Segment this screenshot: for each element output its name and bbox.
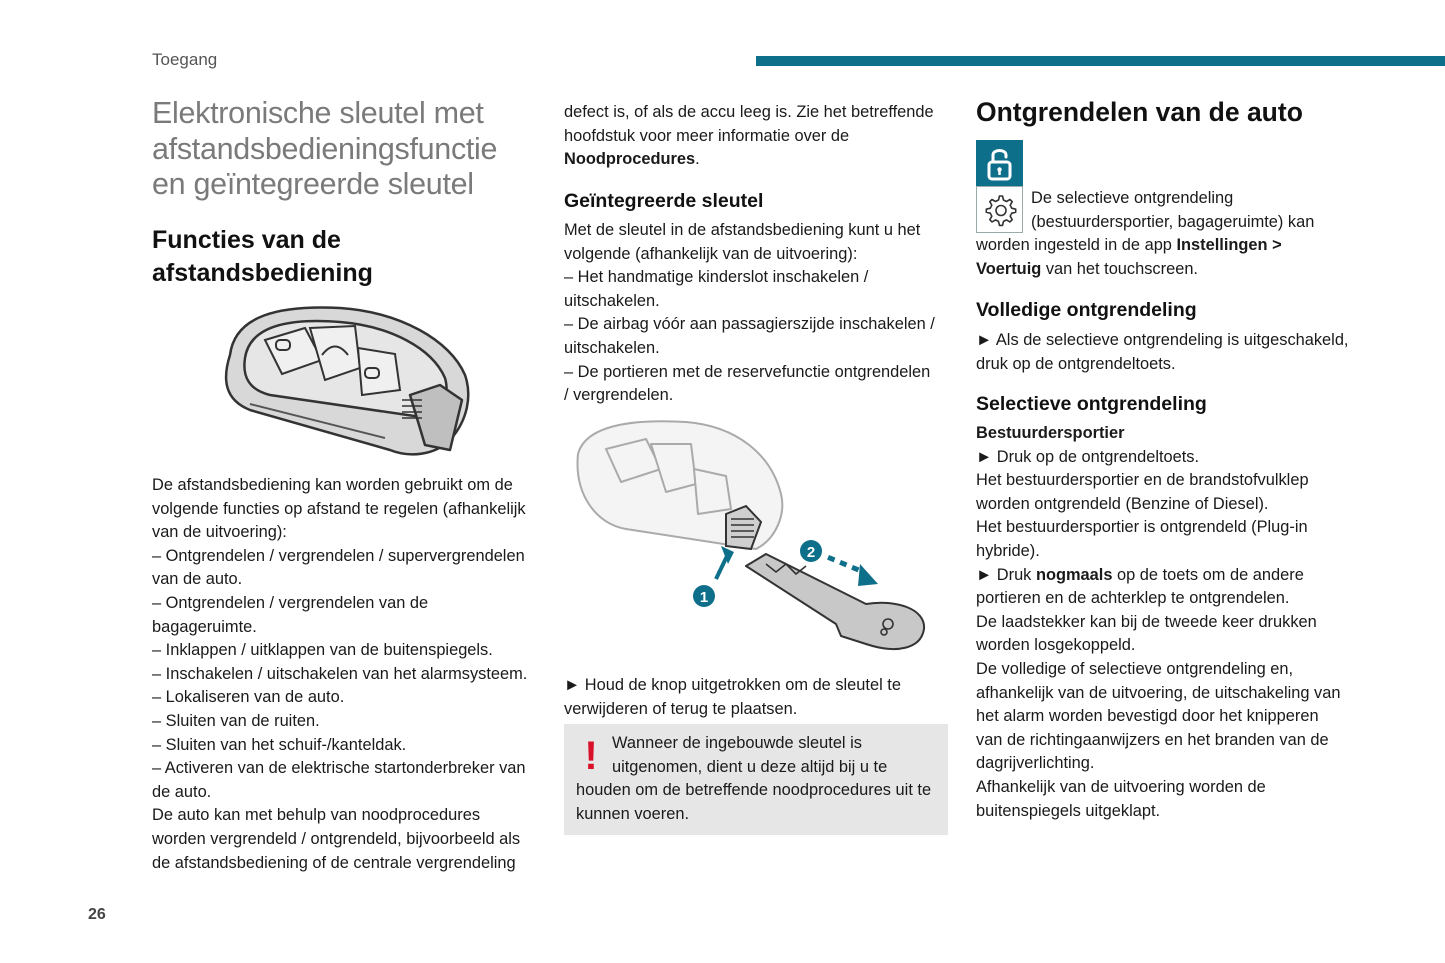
functions-line: – Ontgrendelen / vergrendelen van de [152,593,429,612]
removal-step [564,674,954,721]
selective-line [976,564,1376,588]
selective-line: De volledige of selectieve ontgrendeling en, [976,659,1294,678]
intro-line: hoofdstuk voor meer informatie over de [564,126,850,145]
functions-line: – Inklappen / uitklappen van de buitenspiegels. [152,641,493,660]
warning-box [564,724,948,835]
functions-line: – Activeren van de elektrische startonderbreker van [152,759,526,778]
selective-line: dagrijverlichting. [976,754,1095,773]
warning-text [576,732,938,826]
gear-icon [976,186,1023,233]
full-unlocking-body [976,329,1376,376]
functions-line: van de auto. [152,570,243,589]
title-line-1: Elektronische sleutel met [152,96,484,130]
functions-line: – Ontgrendelen / vergrendelen / supervergrendelen [152,546,525,565]
settings-vehicle-path: Voertuig [976,259,1042,278]
selective-line: het alarm worden bevestigd door het knipperen [976,707,1319,726]
integrated-key-line: – Het handmatige kinderslot inschakelen / [564,268,869,287]
callout-1: 1 [699,589,709,606]
removal-step-line: ► Houd de knop uitgetrokken om de sleutel te [564,676,901,694]
settings-app-path: Instellingen > [1176,236,1282,254]
full-unlocking-line: druk op de ontgrendeltoets. [976,354,1176,373]
settings-text-pre: worden ingesteld in de app [976,236,1177,254]
settings-line: De selectieve ontgrendeling [1031,189,1234,207]
warning-exclamation-icon: ! [584,734,598,778]
intro-continued [564,101,954,172]
header-accent-bar [756,56,1445,66]
intro-end: . [695,150,700,169]
functions-line: worden vergrendeld / ontgrendeld, bijvoorbeeld als [152,829,521,848]
press-again-pre: ► Druk [976,565,1036,584]
remote-key-illustration [210,300,530,465]
full-unlocking-line: ► Als de selectieve ontgrendeling is uitgeschakeld, [976,331,1349,349]
callout-2: 2 [806,544,816,561]
settings-line [976,258,1376,282]
selective-line: portieren en de achterklep te ontgrendelen. [976,589,1290,608]
selective-line: Afhankelijk van de uitvoering worden de [976,777,1266,796]
functions-line: – Lokaliseren van de auto. [152,688,345,707]
settings-line: (bestuurdersportier, bagageruimte) kan [1031,212,1315,231]
section-header: Toegang [152,50,218,69]
title-line-3: en geïntegreerde sleutel [152,167,474,201]
selective-line: Het bestuurdersportier en de brandstofvulklep [976,471,1309,490]
functions-heading-line-2: afstandsbediening [152,259,373,287]
functions-body [152,474,542,875]
selective-line: Het bestuurdersportier is ontgrendeld (Plug-in [976,518,1308,537]
functions-line: volgende functies op afstand te regelen (afhankelijk [152,499,526,518]
full-unlocking-heading: Volledige ontgrendeling [976,299,1197,321]
unlocking-heading: Ontgrendelen van de auto [976,97,1303,127]
integrated-key-line: / vergrendelen. [564,386,674,405]
press-again-bold: nogmaals [1035,565,1113,584]
selective-line: ► Druk op de ontgrendeltoets. [976,447,1200,466]
warning-line: houden om de betreffende noodprocedures uit te [576,781,932,800]
warning-line: uitgenomen, dient u deze altijd bij u te [612,757,888,776]
page-number: 26 [88,906,106,923]
functions-line: de afstandsbediening of de centrale vergrendeling [152,853,516,872]
functions-line: – Sluiten van het schuif-/kanteldak. [152,735,407,754]
unlock-icon [976,140,1023,187]
warning-line: Wanneer de ingebouwde sleutel is [612,734,862,752]
functions-heading [152,224,537,290]
page-title [152,96,542,203]
intro-line: defect is, of als de accu leeg is. Zie het betreffende [564,103,934,121]
removal-step-line: verwijderen of terug te plaatsen. [564,699,798,718]
press-again-post: op de toets om de andere [1112,565,1304,584]
integrated-key-heading: Geïntegreerde sleutel [564,190,764,212]
functions-line: – Sluiten van de ruiten. [152,711,320,730]
functions-line: – Inschakelen / uitschakelen van het alarmsysteem. [152,664,528,683]
functions-line: de auto. [152,782,212,801]
integrated-key-line: – De portieren met de reservefunctie ontgrendelen [564,362,931,381]
integrated-key-line: uitschakelen. [564,338,660,357]
selective-line: De laadstekker kan bij de tweede keer drukken [976,612,1317,631]
driver-door-subheading: Bestuurdersportier [976,424,1125,442]
title-line-2: afstandsbedieningsfunctie [152,131,498,166]
settings-text [976,234,1376,281]
functions-line: bagageruimte. [152,617,257,636]
settings-line [976,234,1376,258]
integrated-key-line: – De airbag vóór aan passagierszijde inschakelen / [564,315,935,334]
integrated-key-line: volgende (afhankelijk van de uitvoering): [564,244,858,263]
functions-line: De afstandsbediening kan worden gebruikt om de [152,476,513,494]
intro-line [564,148,954,172]
integrated-key-line: uitschakelen. [564,291,660,310]
selective-line: van de richtingaanwijzers en het branden van de [976,730,1329,749]
selective-line: worden ontgrendeld (Benzine of Diesel). [976,494,1269,513]
integrated-key-line: Met de sleutel in de afstandsbediening kunt u het [564,221,921,239]
functions-line: van de uitvoering): [152,523,287,542]
functions-line: De auto kan met behulp van noodprocedures [152,806,481,825]
selective-line: hybride). [976,541,1040,560]
emergency-procedures-ref: Noodprocedures [564,150,696,169]
selective-line: buitenspiegels uitgeklapt. [976,801,1161,820]
settings-text-indented [1031,187,1371,234]
selective-line: worden losgekoppeld. [976,636,1136,655]
selective-unlocking-body [976,422,1376,823]
settings-text-post: van het touchscreen. [1041,259,1198,278]
integrated-key-body [564,219,954,408]
selective-unlocking-heading: Selectieve ontgrendeling [976,393,1207,415]
selective-line: afhankelijk van de uitvoering, de uitschakeling van [976,683,1341,702]
key-removal-illustration [566,414,936,660]
functions-heading-line-1: Functies van de [152,226,341,254]
warning-line: kunnen voeren. [576,804,689,823]
